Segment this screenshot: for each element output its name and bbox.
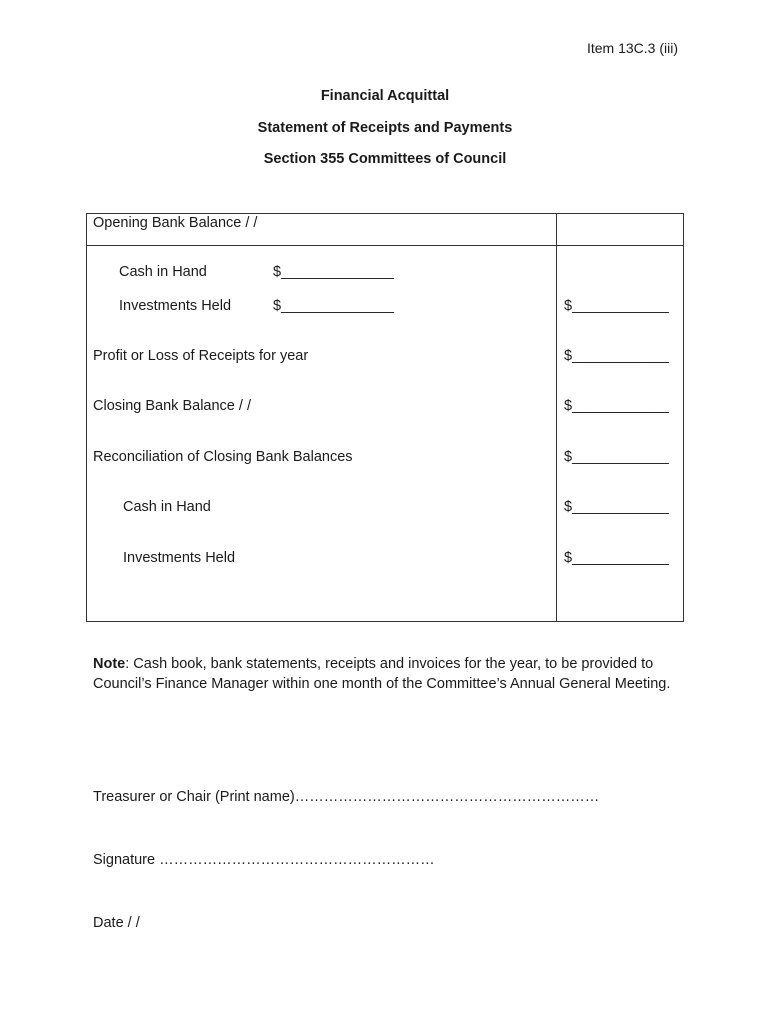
table-header-divider — [86, 245, 684, 246]
section-heading: Section 355 Committees of Council — [263, 151, 507, 167]
item-reference: Item 13C.3 (iii) — [586, 40, 678, 56]
document-title: Financial Acquittal — [320, 88, 450, 104]
note-paragraph — [93, 654, 683, 694]
closing-balance-label: Closing Bank Balance / / — [93, 398, 251, 414]
profit-loss-field[interactable]: $____________ — [564, 348, 669, 364]
document-subtitle: Statement of Receipts and Payments — [257, 120, 513, 136]
profit-loss-label: Profit or Loss of Receipts for year — [93, 348, 309, 364]
recon-investments-label: Investments Held — [123, 550, 236, 566]
date-field[interactable]: Date / / — [93, 915, 140, 931]
opening-balance-label: Opening Bank Balance / / — [93, 215, 258, 231]
recon-cash-label: Cash in Hand — [123, 499, 211, 515]
reconciliation-field[interactable]: $____________ — [564, 449, 669, 465]
closing-balance-field[interactable]: $____________ — [564, 398, 669, 414]
opening-investments-label: Investments Held — [119, 298, 232, 314]
opening-investments-field[interactable]: $______________ — [273, 298, 394, 314]
recon-investments-field[interactable]: $____________ — [564, 550, 669, 566]
treasurer-name-field[interactable]: Treasurer or Chair (Print name)……………………………………………………… — [93, 789, 600, 805]
reconciliation-label: Reconciliation of Closing Bank Balances — [93, 449, 353, 465]
opening-total-field[interactable]: $____________ — [564, 298, 669, 314]
opening-cash-field[interactable]: $______________ — [273, 264, 394, 280]
table-column-divider — [556, 213, 557, 622]
signature-field[interactable]: Signature ………………………………………………… — [93, 852, 435, 868]
opening-cash-label: Cash in Hand — [119, 264, 207, 280]
note-label: Note — [93, 656, 126, 672]
note-text: : Cash book, bank statements, receipts and invoices for the year, to be provided to Council’s Finance Manager within one month of the Committee’s Annual General Meeting. — [93, 656, 671, 692]
recon-cash-field[interactable]: $____________ — [564, 499, 669, 515]
